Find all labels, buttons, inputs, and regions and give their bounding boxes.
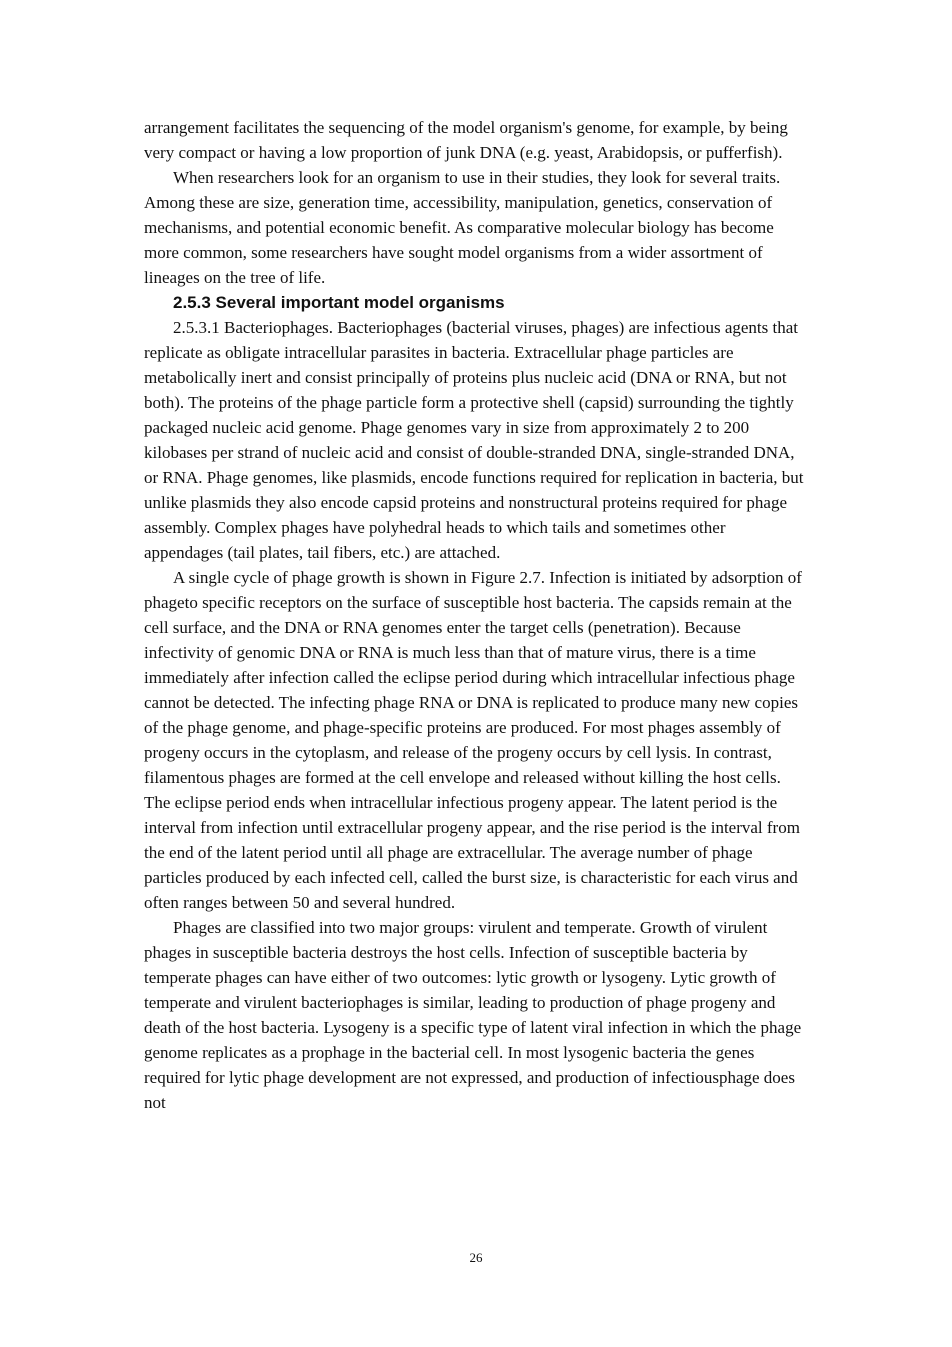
paragraph-continuation: arrangement facilitates the sequencing of the model organism's genome, for example, by being very compact or having a low proportion of junk DNA (e.g. yeast, Arabidopsis, or pufferfish).: [144, 118, 788, 162]
section-heading: 2.5.3 Several important model organisms: [173, 293, 505, 312]
paragraph-phage-growth-cycle: A single cycle of phage growth is shown in Figure 2.7. Infection is initiated by adsorption of phageto specific receptors on the surface of susceptible host bacteria. The capsids remain at the cell surface, and the DNA or RNA genomes enter the target cells (penetration). Because infectivity of genomic DNA or RNA is much less than that of mature virus, there is a time immediately after infection called the eclipse period during which intracellular infectious phage cannot be detected. The infecting phage RNA or DNA is replicated to produce many new copies of the phage genome, and phage-specific proteins are produced. For most phages assembly of progeny occurs in the cytoplasm, and release of the progeny occurs by cell lysis. In contrast, filamentous phages are formed at the cell envelope and released without killing the host cells. The eclipse period ends when intracellular infectious progeny appear. The latent period is the interval from infection until extracellular progeny appear, and the rise period is the interval from the end of the latent period until all phage are extracellular. The average number of phage particles produced by each infected cell, called the burst size, is characteristic for each virus and often ranges between 50 and several hundred.: [144, 568, 802, 912]
paragraph-model-organism-traits: When researchers look for an organism to use in their studies, they look for several traits. Among these are size, generation time, accessibility, manipulation, genetics, conservation of mechanisms, and potential economic benefit. As comparative molecular biology has become more common, some researchers have sought model organisms from a wider assortment of lineages on the tree of life.: [144, 168, 781, 287]
paragraph-phage-classification: Phages are classified into two major groups: virulent and temperate. Growth of virulent phages in susceptible bacteria destroys the host cells. Infection of susceptible bacteria by temperate phages can have either of two outcomes: lytic growth or lysogeny. Lytic growth of temperate and virulent bacteriophages is similar, leading to production of phage progeny and death of the host bacteria. Lysogeny is a specific type of latent viral infection in which the phage genome replicates as a prophage in the bacterial cell. In most lysogenic bacteria the genes required for lytic phage development are not expressed, and production of infectiousphage does not: [144, 918, 802, 1112]
page-body: [144, 115, 808, 1115]
page-number: 26: [469, 1250, 483, 1265]
paragraph-bacteriophages: 2.5.3.1 Bacteriophages. Bacteriophages (bacterial viruses, phages) are infectious agents that replicate as obligate intracellular parasites in bacteria. Extracellular phage particles are metabolically inert and consist principally of proteins plus nucleic acid (DNA or RNA, but not both). The proteins of the phage particle form a protective shell (capsid) surrounding the tightly packaged nucleic acid genome. Phage genomes vary in size from approximately 2 to 200 kilobases per strand of nucleic acid and consist of double-stranded DNA, single-stranded DNA, or RNA. Phage genomes, like plasmids, encode functions required for replication in bacteria, but unlike plasmids they also encode capsid proteins and nonstructural proteins required for phage assembly. Complex phages have polyhedral heads to which tails and sometimes other appendages (tail plates, tail fibers, etc.) are attached.: [144, 318, 804, 562]
